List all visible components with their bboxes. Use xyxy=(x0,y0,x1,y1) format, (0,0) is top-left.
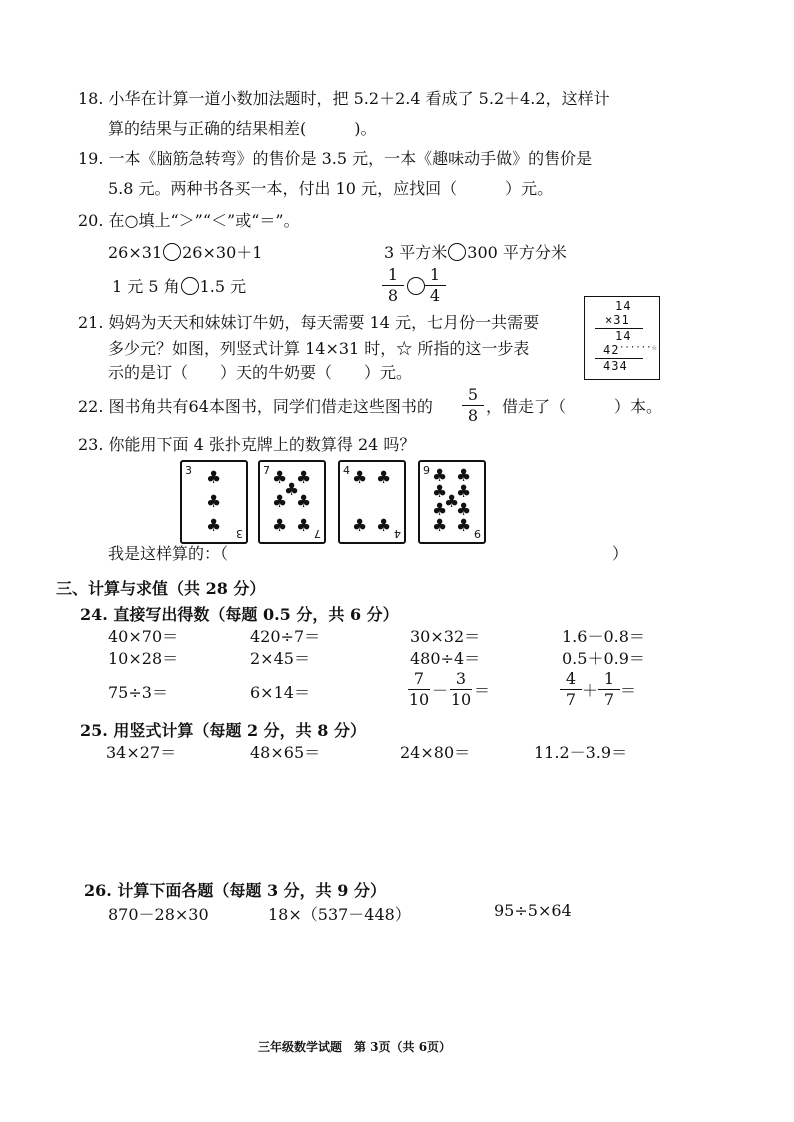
q20-a-right: 26×30＋1 xyxy=(182,243,263,262)
denominator: 10 xyxy=(408,690,430,709)
q20-c-left: 1 元 5 角 xyxy=(112,277,180,296)
q24-r2-2: 2×45＝ xyxy=(250,649,310,668)
q22-after: ，借走了（ ）本。 xyxy=(486,397,663,416)
q24-fraction-4-7 xyxy=(560,670,582,709)
q24-r1-3: 30×32＝ xyxy=(410,627,481,646)
denominator: 8 xyxy=(467,406,479,425)
numerator: 1 xyxy=(387,265,399,284)
denominator: 4 xyxy=(429,286,441,305)
q19-line2: 5.8 元。两种书各买一本，付出 10 元，应找回（ ）元。 xyxy=(108,179,554,198)
q24-r2-1: 10×28＝ xyxy=(108,649,179,668)
q25-item-2: 48×65＝ xyxy=(250,743,321,762)
playing-card-7 xyxy=(258,460,326,544)
club-icon: ♣ xyxy=(456,500,472,520)
card-rank: 9 xyxy=(474,527,481,540)
q24-r2-4: 0.5＋0.9＝ xyxy=(562,649,645,668)
club-icon: ♣ xyxy=(272,492,288,512)
equals-sign: ＝ xyxy=(474,681,491,700)
club-icon: ♣ xyxy=(284,480,300,500)
club-icon: ♣ xyxy=(352,516,368,536)
calc-multiplicand: 14 xyxy=(615,299,632,313)
q24-r2-3: 480÷4＝ xyxy=(410,649,481,668)
calc-partial-1: 14 xyxy=(615,329,632,343)
numerator: 5 xyxy=(467,385,479,404)
club-icon: ♣ xyxy=(432,466,448,486)
card-rank: 7 xyxy=(263,464,270,477)
minus-sign: － xyxy=(432,681,449,700)
denominator: 8 xyxy=(387,286,399,305)
numerator: 4 xyxy=(565,669,577,688)
q24-fraction-7-10 xyxy=(408,670,430,709)
q25-item-1: 34×27＝ xyxy=(106,743,177,762)
q23-title: 23. 你能用下面 4 张扑克牌上的数算得 24 吗？ xyxy=(78,435,416,454)
club-icon: ♣ xyxy=(444,492,460,512)
denominator: 10 xyxy=(450,690,472,709)
q21-line3: 示的是订（ ）天的牛奶要（ ）元。 xyxy=(108,363,413,382)
numerator: 1 xyxy=(429,265,441,284)
q23-answer[interactable]: 我是这样算的：（ ） xyxy=(108,544,629,563)
calc-multiplier: ×31 xyxy=(605,313,630,327)
q20-c-right: 1.5 元 xyxy=(199,277,247,296)
section-3-title: 三、计算与求值（共 28 分） xyxy=(56,579,266,598)
q22-before: 22. 图书角共有64本图书，同学们借走这些图书的 xyxy=(78,397,433,416)
card-rank: 3 xyxy=(185,464,192,477)
q25-title: 25. 用竖式计算（每题 2 分，共 8 分） xyxy=(80,721,366,740)
club-icon: ♣ xyxy=(352,468,368,488)
club-icon: ♣ xyxy=(206,516,222,536)
q18-line2: 算的结果与正确的结果相差( )。 xyxy=(108,119,377,138)
q24-r3-1: 75÷3＝ xyxy=(108,683,168,702)
q20-b-left: 3 平方米 xyxy=(384,243,448,262)
card-rank: 4 xyxy=(343,464,350,477)
club-icon: ♣ xyxy=(296,492,312,512)
club-icon: ♣ xyxy=(296,468,312,488)
compare-circle-icon[interactable] xyxy=(407,277,425,295)
compare-circle-icon[interactable] xyxy=(163,243,181,261)
page-footer: 三年级数学试题 第 3页（共 6页） xyxy=(258,1040,452,1054)
q20-compare-c xyxy=(112,276,246,298)
club-icon: ♣ xyxy=(296,516,312,536)
q18-line1: 18. 小华在计算一道小数加法题时，把 5.2＋2.4 看成了 5.2＋4.2，这样计 xyxy=(78,89,610,108)
q24-title: 24. 直接写出得数（每题 0.5 分，共 6 分） xyxy=(80,605,399,624)
plus-sign: ＋ xyxy=(582,681,599,700)
playing-card-3 xyxy=(180,460,248,544)
club-icon: ♣ xyxy=(272,516,288,536)
q22-fraction xyxy=(462,386,484,425)
q21-line2: 多少元？如图，列竖式计算 14×31 时，☆ 所指的这一步表 xyxy=(108,339,530,358)
q20-title: 20. 在○填上“＞”“＜”或“＝”。 xyxy=(78,211,300,230)
card-rank: 3 xyxy=(236,527,243,540)
compare-circle-icon[interactable] xyxy=(448,243,466,261)
club-icon: ♣ xyxy=(456,466,472,486)
playing-card-4 xyxy=(338,460,406,544)
numerator: 3 xyxy=(455,669,467,688)
compare-circle-icon[interactable] xyxy=(181,277,199,295)
equals-sign: ＝ xyxy=(620,681,637,700)
q25-item-3: 24×80＝ xyxy=(400,743,471,762)
club-icon: ♣ xyxy=(432,516,448,536)
q21-line1: 21. 妈妈为天天和妹妹订牛奶，每天需要 14 元，七月份一共需要 xyxy=(78,313,540,332)
denominator: 7 xyxy=(603,690,615,709)
q20-compare-a xyxy=(108,242,262,264)
q26-item-1: 870－28×30 xyxy=(108,905,209,924)
q20-compare-b xyxy=(384,242,567,264)
club-icon: ♣ xyxy=(456,516,472,536)
q24-r3-2: 6×14＝ xyxy=(250,683,310,702)
q25-item-4: 11.2－3.9＝ xyxy=(534,743,628,762)
club-icon: ♣ xyxy=(206,492,222,512)
denominator: 7 xyxy=(565,690,577,709)
card-rank: 9 xyxy=(423,464,430,477)
q24-fraction-1-7 xyxy=(598,670,620,709)
calc-product: 434 xyxy=(603,359,628,373)
club-icon: ♣ xyxy=(206,468,222,488)
q26-item-2: 18×（537－448） xyxy=(268,905,411,924)
club-icon: ♣ xyxy=(376,516,392,536)
q20-a-left: 26×31 xyxy=(108,243,163,262)
card-rank: 7 xyxy=(314,527,321,540)
q24-r1-2: 420÷7＝ xyxy=(250,627,321,646)
club-icon: ♣ xyxy=(376,468,392,488)
card-rank: 4 xyxy=(394,527,401,540)
playing-card-9 xyxy=(418,460,486,544)
star-pointer-icon: ······☆ xyxy=(619,343,657,353)
q24-fraction-3-10 xyxy=(450,670,472,709)
calc-partial-2: 42 xyxy=(603,343,620,357)
q20-b-right: 300 平方分米 xyxy=(467,243,567,262)
vertical-calculation-box xyxy=(584,296,660,380)
q26-title: 26. 计算下面各题（每题 3 分，共 9 分） xyxy=(84,881,386,900)
q24-r1-1: 40×70＝ xyxy=(108,627,179,646)
q24-r1-4: 1.6－0.8＝ xyxy=(562,627,645,646)
club-icon: ♣ xyxy=(272,468,288,488)
numerator: 1 xyxy=(603,669,615,688)
club-icon: ♣ xyxy=(432,482,448,502)
q26-item-3: 95÷5×64 xyxy=(494,901,572,920)
q20-d-right-fraction xyxy=(424,266,446,305)
q20-d-left-fraction xyxy=(382,266,404,305)
q19-line1: 19. 一本《脑筋急转弯》的售价是 3.5 元，一本《趣味动手做》的售价是 xyxy=(78,149,593,168)
numerator: 7 xyxy=(413,669,425,688)
club-icon: ♣ xyxy=(432,500,448,520)
club-icon: ♣ xyxy=(456,482,472,502)
